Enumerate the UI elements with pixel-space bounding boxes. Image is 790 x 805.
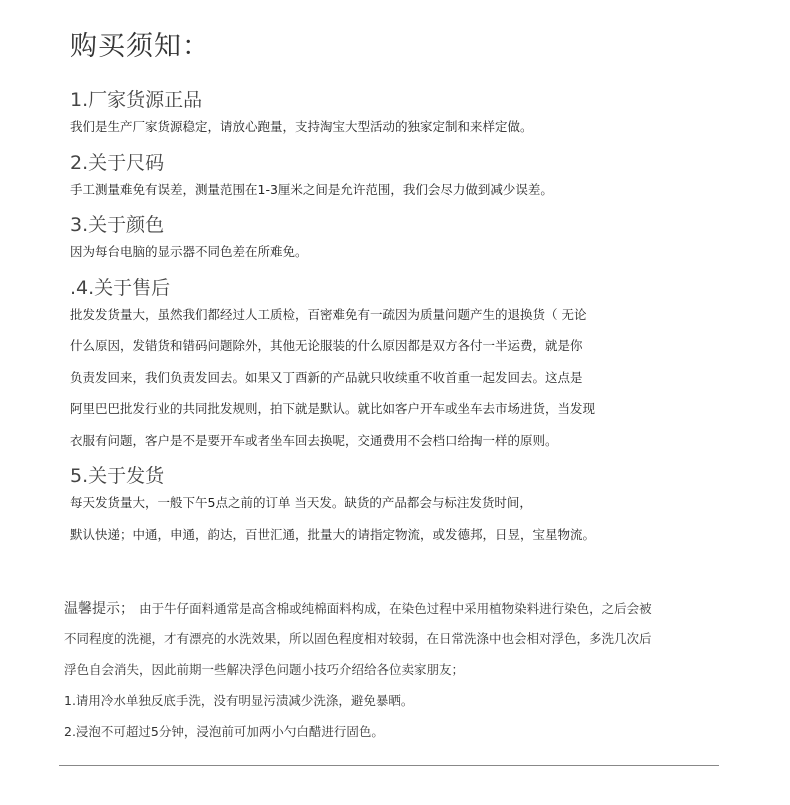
section-text: 批发发货量大，虽然我们都经过人工质检，百密难免有一疏因为质量问题产生的退换货（ 无论 [70,307,587,322]
notice-label: 温馨提示； [64,601,134,617]
section-heading-size: 2.关于尺码 [70,152,165,174]
notice-tip-1: 1.请用冷水单独反底手洗，没有明显污渍减少洗涤，避免暴晒。 [64,693,414,708]
section-text: 每天发货量大，一般下午5点之前的订单 当天发。缺货的产品都会与标注发货时间， [70,495,532,510]
section-heading-after-sales: .4.关于售后 [70,277,171,299]
section-heading-color: 3.关于颜色 [70,214,165,236]
section-text: 默认快递；中通，申通，韵达，百世汇通，批量大的请指定物流，或发德邦，日昱，宝星物流。 [70,527,596,542]
notice-text: 由于牛仔面料通常是高含棉或纯棉面料构成，在染色过程中采用植物染料进行染色，之后会被 [139,601,652,616]
notice-first-line [64,598,652,618]
notice-tip-2: 2.浸泡不可超过5分钟，浸泡前可加两小勺白醋进行固色。 [64,724,384,739]
section-text: 负责发回来，我们负责发回去。如果又丁酉新的产品就只收续重不收首重一起发回去。这点是 [70,370,583,385]
section-text: 手工测量难免有误差，测量范围在1-3厘米之间是允许范围，我们会尽力做到减少误差。 [70,182,553,197]
section-text: 我们是生产厂家货源稳定，请放心跑量，支持淘宝大型活动的独家定制和来样定做。 [70,119,533,134]
section-text: 衣服有问题，客户是不是要开车或者坐车回去换呢，交通费用不会档口给掏一样的原则。 [70,433,558,448]
bottom-divider [59,765,719,766]
page-title: 购买须知： [70,31,210,62]
section-heading-shipping: 5.关于发货 [70,465,165,487]
section-text: 阿里巴巴批发行业的共同批发规则，拍下就是默认。就比如客户开车或坐车去市场进货，当发现 [70,401,596,416]
notice-text: 浮色自会消失，因此前期一些解决浮色问题小技巧介绍给各位卖家朋友； [64,662,465,677]
section-heading-factory: 1.厂家货源正品 [70,89,203,111]
section-text: 因为每台电脑的显示器不同色差在所难免。 [70,244,308,259]
section-text: 什么原因，发错货和错码问题除外，其他无论服装的什么原因都是双方各付一半运费，就是你 [70,338,583,353]
notice-text: 不同程度的洗褪，才有漂亮的水洗效果，所以固色程度相对较弱，在日常洗涤中也会相对浮色，多洗几次后 [64,631,652,646]
